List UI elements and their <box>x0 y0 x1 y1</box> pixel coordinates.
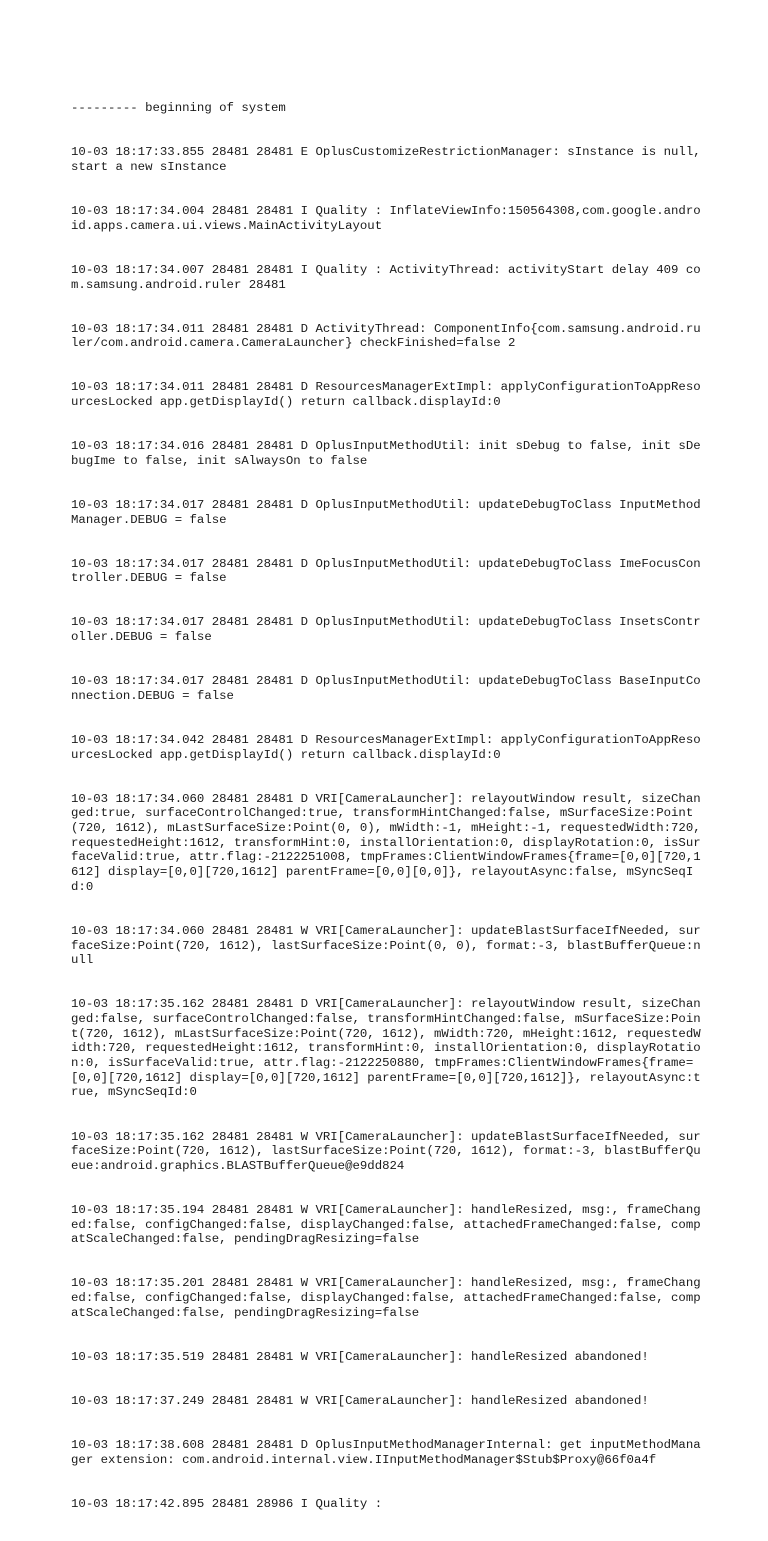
log-line: 10-03 18:17:35.519 28481 28481 W VRI[CameraLauncher]: handleResized abandoned! <box>71 1349 649 1364</box>
log-text <box>71 72 709 1541</box>
log-line: --------- beginning of system <box>71 101 286 116</box>
log-line: 10-03 18:17:34.060 28481 28481 D VRI[CameraLauncher]: relayoutWindow result, sizeChanged:true, surfaceControlChanged:true, transformHintChanged:false, mSurfaceSize:Point(720, 1612), mLastSurfaceSize:Point(0, 0), mWidth:-1, mHeight:-1, requestedWidth:720, requestedHeight:1612, transformHint:0, installOrientation:0, displayRotation:0, isSurfaceValid:true, attr.flag:-2122251008, tmpFrames:ClientWindowFrames{frame=[0,0][720,1612] display=[0,0][720,1612] parentFrame=[0,0][0,0]}, relayoutAsync:false, mSyncSeqId:0 <box>71 791 709 894</box>
log-line: 10-03 18:17:35.194 28481 28481 W VRI[CameraLauncher]: handleResized, msg:, frameChanged:false, configChanged:false, displayChanged:false, attachedFrameChanged:false, compatScaleChanged:false, pendingDragResizing=false <box>71 1202 701 1247</box>
log-line: 10-03 18:17:35.201 28481 28481 W VRI[CameraLauncher]: handleResized, msg:, frameChanged:false, configChanged:false, displayChanged:false, attachedFrameChanged:false, compatScaleChanged:false, pendingDragResizing=false <box>71 1276 701 1320</box>
log-line: 10-03 18:17:35.162 28481 28481 D VRI[CameraLauncher]: relayoutWindow result, sizeChanged:false, surfaceControlChanged:false, transformHintChanged:false, mSurfaceSize:Point(720, 1612), mLastSurfaceSize:Point(720, 1612), mWidth:720, mHeight:1612, requestedWidth:720, requestedHeight:1612, transformHint:0, installOrientation:0, displayRotation:0, isSurfaceValid:true, attr.flag:-2122250880, tmpFrames:ClientWindowFrames{frame=[0,0][720,1612] display=[0,0][720,1612] parentFrame=[0,0][720,1612]}, relayoutAsync:true, mSyncSeqId:0 <box>71 997 701 1100</box>
log-line: 10-03 18:17:33.855 28481 28481 E OplusCustomizeRestrictionManager: sInstance is null, start a new sInstance <box>71 145 709 175</box>
log-line: 10-03 18:17:34.004 28481 28481 I Quality : InflateViewInfo:150564308,com.google.android.apps.camera.ui.views.MainActivityLayout <box>71 204 701 233</box>
log-line: 10-03 18:17:34.042 28481 28481 D ResourcesManagerExtImpl: applyConfigurationToAppResourcesLocked app.getDisplayId() return callback.displayId:0 <box>71 732 701 762</box>
log-line: 10-03 18:17:34.017 28481 28481 D OplusInputMethodUtil: updateDebugToClass BaseInputConnection.DEBUG = false <box>71 674 701 703</box>
log-line: 10-03 18:17:34.060 28481 28481 W VRI[CameraLauncher]: updateBlastSurfaceIfNeeded, surfaceSize:Point(720, 1612), lastSurfaceSize:Point(0, 0), format:-3, blastBufferQueue:null <box>71 923 701 968</box>
log-line: 10-03 18:17:34.017 28481 28481 D OplusInputMethodUtil: updateDebugToClass InsetsController.DEBUG = false <box>71 615 701 645</box>
log-line: 10-03 18:17:34.016 28481 28481 D OplusInputMethodUtil: init sDebug to false, init sDebugIme to false, init sAlwaysOn to false <box>71 439 701 468</box>
log-line: 10-03 18:17:42.895 28481 28986 I Quality : <box>71 1496 383 1511</box>
log-line: 10-03 18:17:34.017 28481 28481 D OplusInputMethodUtil: updateDebugToClass ImeFocusController.DEBUG = false <box>71 556 701 586</box>
log-line: 10-03 18:17:34.011 28481 28481 D ActivityThread: ComponentInfo{com.samsung.android.ruler/com.android.camera.CameraLauncher} checkFinished=false 2 <box>71 321 701 351</box>
log-line: 10-03 18:17:34.007 28481 28481 I Quality : ActivityThread: activityStart delay 409 com.samsung.android.ruler 28481 <box>71 262 701 292</box>
log-line: 10-03 18:17:38.608 28481 28481 D OplusInputMethodManagerInternal: get inputMethodManager extension: com.android.internal.view.IInputMethodManager$Stub$Proxy@66f0a4f <box>71 1437 701 1467</box>
log-line: 10-03 18:17:34.011 28481 28481 D ResourcesManagerExtImpl: applyConfigurationToAppResourcesLocked app.getDisplayId() return callback.displayId:0 <box>71 380 701 410</box>
log-line: 10-03 18:17:35.162 28481 28481 W VRI[CameraLauncher]: updateBlastSurfaceIfNeeded, surfaceSize:Point(720, 1612), lastSurfaceSize:Point(720, 1612), format:-3, blastBufferQueue:android.graphics.BLASTBufferQueue@e9dd824 <box>71 1129 701 1173</box>
log-line: 10-03 18:17:34.017 28481 28481 D OplusInputMethodUtil: updateDebugToClass InputMethodManager.DEBUG = false <box>71 497 701 527</box>
log-line: 10-03 18:17:37.249 28481 28481 W VRI[CameraLauncher]: handleResized abandoned! <box>71 1393 649 1408</box>
